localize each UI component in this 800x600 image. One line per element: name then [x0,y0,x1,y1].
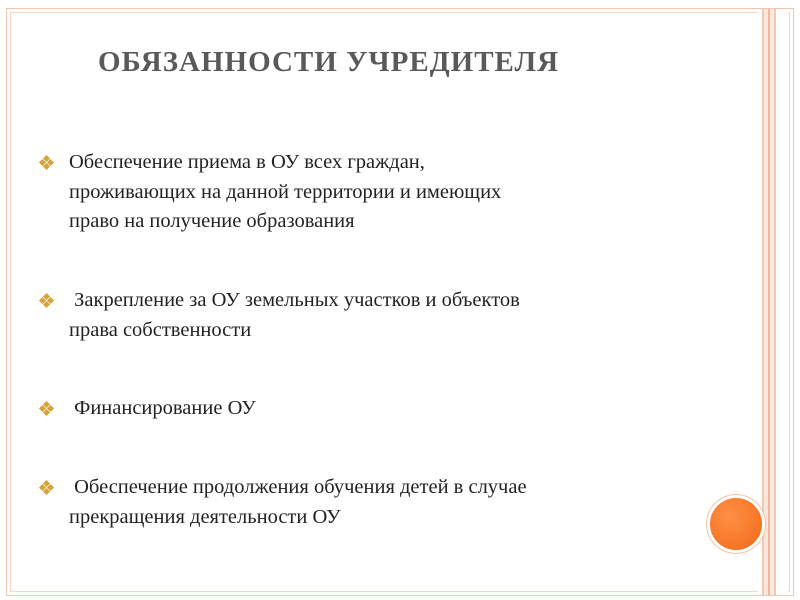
bullet-item [40,473,680,532]
bullet-item [40,148,680,237]
slide-title: ОБЯЗАННОСТИ УЧРЕДИТЕЛЯ [98,46,560,78]
diamond-cluster-icon [40,156,54,170]
diamond-cluster-icon [40,402,54,416]
diamond-cluster-icon [40,481,54,495]
orange-circle-decoration [710,498,762,550]
diamond-cluster-icon [40,294,54,308]
bullet-text: Обеспечение продолжения обучения детей в случае прекращения деятельности ОУ [69,476,527,528]
bullet-item [40,394,680,424]
bullet-text: Финансирование ОУ [69,397,256,419]
bullet-text: Обеспечение приема в ОУ всех граждан, проживающих на данной территории и имеющих право на получение образования [69,151,502,232]
decorative-side-stripes [758,9,788,595]
bullet-text: Закрепление за ОУ земельных участков и объектов права собственности [69,289,520,341]
bullet-item [40,286,680,345]
